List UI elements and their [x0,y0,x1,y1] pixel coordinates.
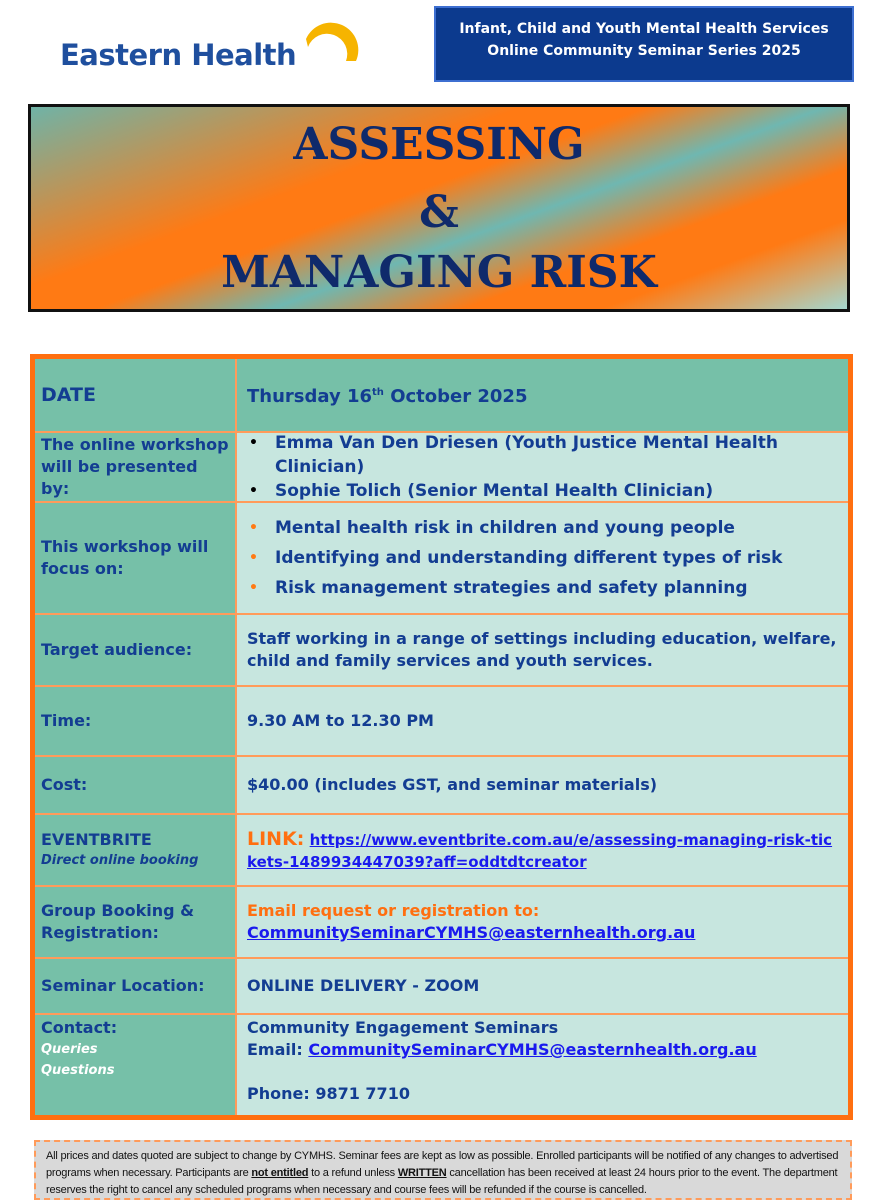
row-location [35,959,848,1015]
group-intro: Email request or registration to: [247,901,540,920]
row-audience [35,615,848,687]
date-rest: October 2025 [383,386,528,407]
eventbrite-label-cell [35,815,237,885]
contact-email-prefix: Email: [247,1040,309,1059]
contact-email-link[interactable]: CommunitySeminarCYMHS@easternhealth.org.au [308,1040,757,1059]
logo-text: Eastern Health [60,38,297,72]
focus-item: • Identifying and understanding different types of risk [275,546,838,570]
row-eventbrite [35,815,848,887]
location-label: Seminar Location: [35,959,237,1013]
contact-label-cell [35,1015,237,1115]
time-value: 9.30 AM to 12.30 PM [237,687,848,755]
disclaimer-footer [34,1140,852,1200]
audience-label: Target audience: [35,615,237,685]
disclaimer-not-entitled: not entitled [251,1167,309,1179]
date-day: Thursday 16 [247,386,373,407]
disclaimer-text-1: All prices and dates quoted are subject to change by CYMHS. Seminar fees are kept as low as possible. Enrolled participants will be notified of any changes to advertised programs when necessary. Participants are [46,1150,839,1179]
audience-value: Staff working in a range of settings including education, welfare, child and family services and youth services. [237,615,848,685]
cost-value: $40.00 (includes GST, and seminar materials) [237,757,848,813]
focus-value [237,503,848,613]
eastern-health-logo [60,10,310,80]
banner-line-1: ASSESSING [293,119,585,170]
focus-item: • Risk management strategies and safety planning [275,576,838,600]
focus-item: • Mental health risk in children and young people [275,516,838,540]
focus-label: This workshop will focus on: [35,503,237,613]
contact-sub-queries: Queries [41,1042,98,1057]
date-label: DATE [35,359,237,431]
logo-arc-icon [298,17,362,81]
link-prefix: LINK: [247,827,305,850]
series-title-box [434,6,854,82]
row-time [35,687,848,757]
group-value [237,887,848,957]
disclaimer-text-2: to a refund unless [308,1167,398,1179]
group-email-link[interactable]: CommunitySeminarCYMHS@easternhealth.org.au [247,923,696,942]
disclaimer-text-3: cancellation has been received at least 24 hours prior to the event. The department reserves the right to cancel any scheduled programs when necessary and course fees will be refunded if the course is cancelled. [46,1167,838,1196]
presenter-item: • Sophie Tolich (Senior Mental Health Clinician) [275,479,838,503]
row-group-booking [35,887,848,959]
eventbrite-link[interactable]: https://www.eventbrite.com.au/e/assessing-managing-risk-tickets-1489934447039?aff=oddtdtcreator [247,830,833,871]
cost-label: Cost: [35,757,237,813]
disclaimer-written: WRITTEN [397,1167,447,1179]
group-label: Group Booking & Registration: [35,887,237,957]
eventbrite-label: EVENTBRITE [41,830,152,849]
banner-line-3: MANAGING RISK [221,247,657,298]
date-suffix: th [372,387,384,398]
row-date [35,359,848,433]
row-contact [35,1015,848,1115]
row-focus [35,503,848,615]
date-value [237,359,848,431]
presenters-label: The online workshop will be presented by: [35,433,237,501]
series-title-line2: Online Community Seminar Series 2025 [487,43,801,59]
presenters-value [237,433,848,501]
row-presenters [35,433,848,503]
banner-line-2: & [419,187,459,238]
eventbrite-sublabel: Direct online booking [41,853,199,868]
time-label: Time: [35,687,237,755]
eventbrite-value [237,815,848,885]
seminar-info-table [30,354,853,1120]
series-title-line1: Infant, Child and Youth Mental Health Services [459,21,829,37]
contact-label: Contact: [41,1018,118,1037]
title-banner [28,104,850,312]
contact-line1: Community Engagement Seminars [247,1018,559,1037]
row-cost [35,757,848,815]
location-value: ONLINE DELIVERY - ZOOM [237,959,848,1013]
contact-phone: Phone: 9871 7710 [247,1084,410,1103]
contact-sub-questions: Questions [41,1063,115,1078]
contact-value [237,1015,848,1115]
presenter-item: • Emma Van Den Driesen (Youth Justice Mental Health Clinician) [275,431,838,479]
